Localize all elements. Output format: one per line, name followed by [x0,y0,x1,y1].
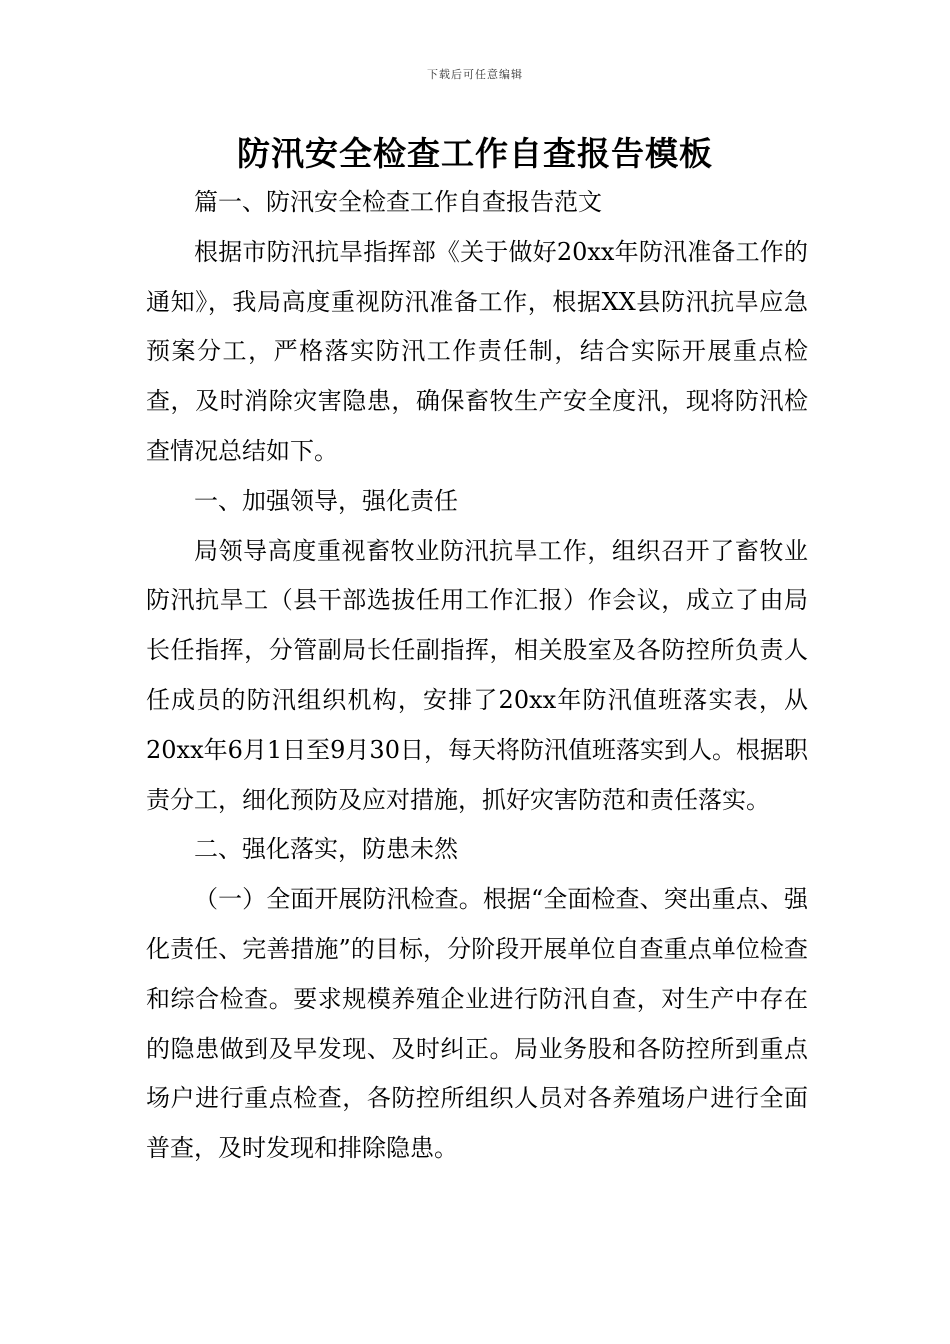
header-note: 下载后可任意编辑 [427,68,523,81]
document-body [146,178,808,1174]
body-paragraph: 局领导高度重视畜牧业防汛抗旱工作，组织召开了畜牧业防汛抗旱工（县干部选拔任用工作汇报）作会议，成立了由局长任指挥，分管副局长任副指挥，相关股室及各防控所负责人任成员的防汛组织机构，安排了20xx年防汛值班落实表，从20xx年6月1日至9月30日，每天将防汛值班落实到人。根据职责分工，细化预防及应对措施，抓好灾害防范和责任落实。 [146,536,808,814]
section-heading: 篇一、防汛安全检查工作自查报告范文 [194,188,602,216]
body-paragraph: 根据市防汛抗旱指挥部《关于做好20xx年防汛准备工作的通知》，我局高度重视防汛准备工作，根据XX县防汛抗旱应急预案分工，严格落实防汛工作责任制，结合实际开展重点检查，及时消除灾害隐患，确保畜牧生产安全度汛，现将防汛检查情况总结如下。 [146,237,808,465]
section-heading: 一、加强领导，强化责任 [194,486,458,515]
body-paragraph: （一）全面开展防汛检查。根据“全面检查、突出重点、强化责任、完善措施”的目标，分阶段开展单位自查重点单位检查和综合检查。要求规模养殖企业进行防汛自查，对生产中存在的隐患做到及早发现、及时纠正。局业务股和各防控所到重点场户进行重点检查，各防控所组织人员对各养殖场户进行全面普查，及时发现和排除隐患。 [146,885,808,1163]
section-heading: 二、强化落实，防患未然 [194,835,458,864]
document-title: 防汛安全检查工作自查报告模板 [237,134,713,173]
